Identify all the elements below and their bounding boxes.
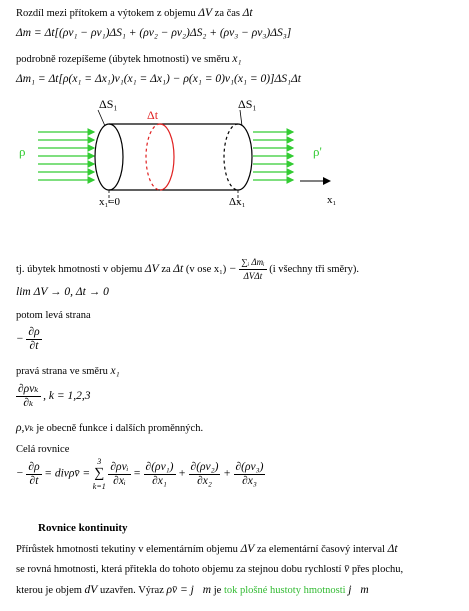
equation-mass-x1: Δm₁ = Δt[ρ(x₁ = Δx₁)v₁(x₁ = Δx₁) − ρ(x₁ = 0)v₁(x₁ = 0)]ΔS₁Δt xyxy=(16,73,301,85)
drhov-fraction: $\frac{\text{∂ρvₖ}}{\text{∂ₖ}}$ xyxy=(18,383,39,409)
equation-mass-difference: Δm = Δt[(ρv₁ − ρv₁)ΔS₁ + (ρv₂ − ρv₂)ΔS₂ + (ρv₃ − ρv₃)ΔS₃] xyxy=(16,27,292,39)
dx1-label: Δx₁ xyxy=(229,196,246,208)
mass-loss-time: Δt xyxy=(173,262,184,275)
ds1-left-label: ΔS₁ xyxy=(99,97,118,111)
eq-term-i: $\frac{\text{∂ρvᵢ}}{\text{∂xᵢ}}$ xyxy=(110,460,129,487)
variables-text: je obecně funkce i dalších proměnných. xyxy=(33,423,204,434)
mass-flux-term: tok plošné hustoty hmotnosti xyxy=(223,585,346,596)
left-side-derivative: − $\frac{\partial\rho}{\partial t}$ xyxy=(16,326,40,352)
mass-loss-all-directions: (i všechny tři směry). xyxy=(269,263,360,275)
p3-jm: j⃗m xyxy=(348,584,369,596)
line-detail xyxy=(16,53,241,66)
p3-volume: dV xyxy=(84,584,98,596)
line-variables xyxy=(16,422,203,435)
time-symbol: Δt xyxy=(242,7,253,19)
rho-left-label: ρ xyxy=(19,144,26,159)
line-mass-loss: tj. úbytek hmotnosti v objemu ΔV za Δt (v ose x₁) − $\frac{\text{∑ᵢ Δmᵢ}}{\text{ΔVΔt}}$ (i všechny tři směry). xyxy=(16,257,360,281)
section-heading: Rovnice kontinuity xyxy=(38,522,128,534)
flow-tube-diagram xyxy=(0,92,469,222)
line-left-side: potom levá strana xyxy=(16,310,91,321)
right-side-axis: x₁ xyxy=(110,365,120,377)
volume-symbol: ΔV xyxy=(198,7,213,19)
paragraph-line-1: Přírůstek hmotnosti tekutiny v elementárním objemu ΔV za elementární časový interval Δt xyxy=(16,543,398,555)
ds1-right-label: ΔS₁ xyxy=(238,97,257,111)
x1-axis-label: x₁ xyxy=(327,194,337,206)
p1-volume: ΔV xyxy=(240,543,255,555)
eq-term-3: $\frac{\text{∂(ρv₃)}}{\text{∂x₃}}$ xyxy=(235,460,264,487)
rho-right-label: ρ' xyxy=(313,144,322,159)
paragraph-line-3: kterou je objem dV uzavřen. Výraz ρv̄ = j⃗m je tok plošné hustoty hmotnosti j⃗m xyxy=(16,584,369,596)
line-right-side xyxy=(16,365,120,378)
eq-term-2: $\frac{\text{∂(ρv₂)}}{\text{∂x₂}}$ xyxy=(190,460,219,487)
dt-cross-section xyxy=(146,124,174,190)
inflow-arrows xyxy=(38,132,94,180)
continuity-equation: − $\frac{\partial\rho}{\partial t}$ = divρv̄ = 3 ∑ k=1 $\frac{\text{∂ρvᵢ}}{\text{∂xᵢ}}$ = $\frac{\text{∂(ρv₁)}}{\text{∂x₁}}$ + $\frac{\text{∂(ρv₂)}}{\text{∂x₂}}$ + $\frac{\text{∂(ρv₃)}}{\text{∂x₃}}$ xyxy=(16,457,264,491)
variables-symbols: ρ,vₖ xyxy=(16,422,34,434)
eq-divergence: = divρv̄ = xyxy=(44,467,91,480)
eq-drho-dt: $\frac{\partial\rho}{\partial t}$ xyxy=(28,460,40,487)
mass-loss-text: tj. úbytek hmotnosti v objemu xyxy=(16,263,143,275)
p1-time: Δt xyxy=(387,543,398,555)
dt-label: Δt xyxy=(147,108,159,122)
limit-expression: lim ΔV → 0, Δt → 0 xyxy=(16,286,109,298)
intro-za-text: za čas xyxy=(214,8,241,19)
line-full-equation: Celá rovnice xyxy=(16,444,70,455)
intro-text: Rozdíl mezi přítokem a výtokem z objemu xyxy=(16,8,196,19)
right-side-derivative xyxy=(16,383,91,410)
line-intro xyxy=(16,7,253,20)
mass-loss-volume: ΔV xyxy=(144,262,159,275)
mass-loss-axis: (v ose x₁) xyxy=(185,263,227,275)
mass-loss-fraction: $\frac{\text{∑ᵢ Δmᵢ}}{\text{ΔVΔt}}$ xyxy=(241,257,265,281)
eq-sum: 3 ∑ k=1 xyxy=(92,457,106,491)
outflow-arrows xyxy=(253,132,293,180)
paragraph-line-2: se rovná hmotnosti, která přitekla do tohoto objemu za stejnou dobu rychlostí v̄ přes plochu, xyxy=(16,563,404,575)
mass-loss-za: za xyxy=(161,263,171,275)
right-side-text: pravá strana ve směru xyxy=(16,366,108,377)
x1-zero-label: x₁=0 xyxy=(99,196,121,208)
ds1-right-pointer xyxy=(240,110,242,126)
detail-text: podrobně rozepíšeme (úbytek hmotnosti) ve směru xyxy=(16,54,230,65)
k-range: , k = 1,2,3 xyxy=(43,389,91,402)
p3-expression: ρv̄ = j⃗m xyxy=(166,584,212,596)
direction-symbol: x₁ xyxy=(232,53,242,65)
eq-term-1: $\frac{\text{∂(ρv₁)}}{\text{∂x₁}}$ xyxy=(145,460,174,487)
p2-velocity: v̄ xyxy=(344,563,350,575)
drho-dt-fraction: $\frac{\partial\rho}{\partial t}$ xyxy=(28,326,40,352)
ds1-left-pointer xyxy=(98,110,105,126)
